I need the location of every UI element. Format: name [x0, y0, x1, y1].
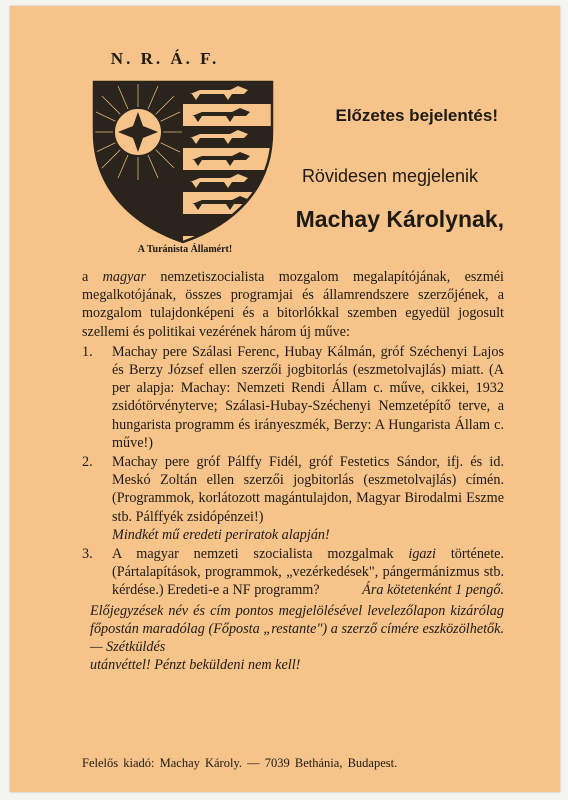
intro-paragraph: [82, 268, 504, 341]
preliminary-announcement: Előzetes bejelentés!: [335, 106, 498, 125]
works-list: [82, 343, 504, 600]
list-item: [82, 453, 504, 544]
item-text: Machay pere gróf Pálffy Fidél, gróf Festetics Sándor, ifj. és id. Meskó Zoltán ellen szerzői jogbitorlás (eszmetolvajlás) címén. (Programmok, korlátozott magántulajdon, Magyar Birodalmi Eszme stb. Pálffyék zsidópénzei!): [112, 454, 504, 525]
item-note: Mindkét mű eredeti periratok alapján!: [112, 526, 330, 543]
item-number: 1.: [82, 343, 93, 360]
list-item: [82, 545, 504, 600]
leaflet-sheet: [10, 6, 560, 792]
ordering-text: Előjegyzések név és cím pontos megjelölésével levelezőlapon kizárólag főpostán maradólag (Főposta „restante") a szerző címére eszközölhetők. — Szétküldés: [90, 602, 504, 656]
intro-text: nemzetiszocialista mozgalom megalapítójának, eszméi megalkotójának, összes programjai és államrendszere szerzőjének, a mozgalom tulajdonképeni és a bitorlókkal szemben egyedül jogosult szellemi és politikai vezérének három új műve:: [82, 269, 504, 340]
coat-of-arms-icon: [92, 80, 274, 244]
item-number: 2.: [82, 454, 93, 471]
coming-soon-line: Rövidesen megjelenik: [301, 166, 479, 186]
author-name-heading: Machay Károlynak,: [295, 206, 504, 232]
leaflet-body: [82, 268, 504, 674]
list-item: [82, 343, 504, 452]
intro-lead: a: [82, 269, 103, 285]
ordering-text-end: utánvéttel! Pénzt beküldeni nem kell!: [90, 657, 301, 674]
price-note: Ára kötetenként 1 pengő.: [362, 582, 504, 599]
item-text: A magyar nemzeti szocialista mozgalmak: [112, 546, 409, 563]
item-number: 3.: [82, 546, 93, 563]
motto-caption: A Turánista Államért!: [137, 244, 233, 255]
item-emphasis: igazi: [408, 546, 436, 563]
publisher-footer: Felelős kiadó: Machay Károly. — 7039 Bethánia, Budapest.: [82, 756, 398, 770]
item-text-continued: története. (Pártalapítások, programmok, „vezérkedések", pángermánizmus stb. kérdése.) Eredeti-e a NF programm?: [112, 546, 504, 599]
organization-initials: N. R. Á. F.: [110, 49, 220, 68]
intro-emphasis: magyar: [102, 269, 147, 285]
ordering-instructions: [82, 602, 504, 675]
item-text: Machay pere Szálasi Ferenc, Hubay Kálmán, gróf Széchenyi Lajos és Berzy József ellen szerzői jogbitorlás (eszmetolvajlás) miatt. (A per alapja: Machay: Nemzeti Rendi Állam c. műve, cikkei, 1932 zsidótörvényterve; Szálasi-Hubay-Széchenyi Nemzetépítő terve, a hungarista programm és irányeszmék, Berzy: A Hungarista Állam c. műve!): [112, 343, 504, 451]
